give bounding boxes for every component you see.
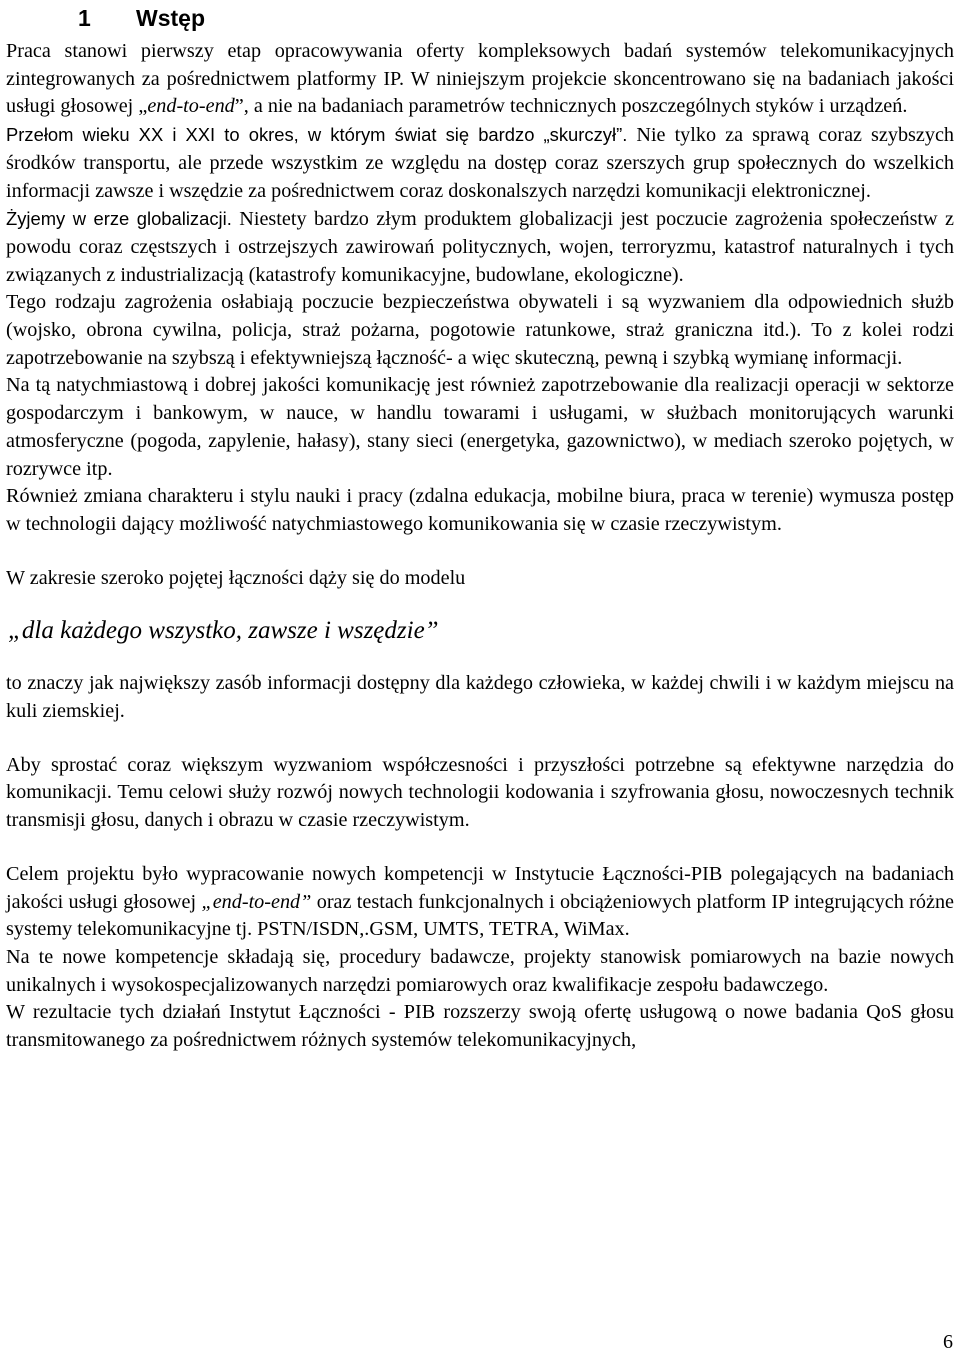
paragraph-globalization	[6, 205, 954, 289]
paragraph-project-goal-text-a: Celem projektu było wypracowanie nowych kompetencji w Instytucie Łączności-PIB polegających na badaniach jakości usługi głosowej	[6, 862, 954, 913]
document-page	[6, 0, 954, 1055]
paragraph-project-goal-text-b: oraz testach funkcjonalnych i obciążeniowych platform IP integrujących różne systemy telekomunikacyjne tj. PSTN/ISDN,.GSM, UMTS, TETRA, WiMax.	[6, 890, 954, 941]
paragraph-project-goal	[6, 861, 954, 944]
paragraph-intro-emphasis: end-to-end	[147, 95, 235, 118]
section-number: 1	[78, 5, 91, 31]
paragraph-communication-demand: Na tą natychmiastową i dobrej jakości komunikację jest również zapotrzebowanie dla realizacji operacji w sektorze gospodarczym i bankowym, w nauce, w handlu towarami i usługami, w służbach monitorujących warunki atmosferyczne (pogoda, zapylenie, hałasy), stany sieci (energetyka, gazownictwo), w mediach szeroko pojętych, w rozrywce itp.	[6, 374, 954, 480]
paragraph-shrinking-world	[6, 121, 954, 205]
paragraph-competencies: Na te nowe kompetencje składają się, procedury badawcze, projekty stanowisk pomiarowych na bazie nowych unikalnych i wysokospecjalizowanych narzędzi pomiarowych oraz kwalifikacje zespołu badawczego.	[6, 945, 954, 996]
paragraph-intro	[6, 38, 954, 121]
paragraph-shrinking-world-lead: Przełom wieku XX i XXI to okres, w którym świat się bardzo „skurczył”.	[6, 124, 628, 146]
paragraph-results: W rezultacie tych działań Instytut Łączności - PIB rozszerzy swoją ofertę usługową o nowe badania QoS głosu transmitowanego za pośrednictwem różnych systemów telekomunikacyjnych,	[6, 1001, 954, 1052]
paragraph-work-change: Również zmiana charakteru i stylu nauki i pracy (zdalna edukacja, mobilne biura, praca w terenie) wymusza postęp w technologii dający możliwość natychmiastowego komunikowania się w czasie rzeczywistym.	[6, 485, 954, 535]
section-title: Wstęp	[136, 5, 205, 31]
paragraph-shrinking-world-rest: Nie tylko za sprawą coraz szybszych środków transportu, ale przede wszystkim ze względu na dostęp coraz szerszych grup społecznych do wszelkich informacji zawsze i wszędzie za pośrednictwem coraz doskonalszych narzędzi komunikacji elektronicznej.	[6, 124, 955, 202]
paragraph-model-intro: W zakresie szeroko pojętej łączności dąży się do modelu	[6, 566, 466, 589]
paragraph-project-goal-emphasis: „end-to-end”	[201, 890, 312, 913]
page-number: 6	[943, 1331, 953, 1353]
paragraph-globalization-lead: Żyjemy w erze globalizacji.	[6, 208, 232, 230]
paragraph-threats: Tego rodzaju zagrożenia osłabiają poczucie bezpieczeństwa obywateli i są wyzwaniem dla odpowiednich służb (wojsko, obrona cywilna, policja, straż pożarna, pogotowie ratunkowe, straż graniczna itd.). To z kolei rodzi zapotrzebowanie na szybszą i efektywniejszą łączność- a więc skuteczną, pewną i szybką wymianę informacji.	[6, 291, 954, 369]
paragraph-intro-text-b: ”, a nie na badaniach parametrów technicznych poszczególnych styków i urządzeń.	[234, 95, 908, 118]
paragraph-new-technologies: Aby sprostać coraz większym wyzwaniom współczesności i przyszłości potrzebne są efektywne narzędzia do komunikacji. Temu celowi służy rozwój nowych technologii kodowania i szyfrowania głosu, nowoczesnych technik transmisji głosu, danych i obrazu w czasie rzeczywistym.	[6, 753, 954, 832]
paragraph-globalization-rest: Niestety bardzo złym produktem globalizacji jest poczucie zagrożenia społeczeństw z powodu coraz częstszych i ostrzejszych zawirowań politycznych, wojen, terroryzmu, katastrof naturalnych i tych związanych z industrializacją (katastrofy komunikacyjne, budowlane, ekologiczne).	[6, 208, 955, 286]
motto-quote: „dla każdego wszystko, zawsze i wszędzie”	[8, 617, 439, 645]
paragraph-model-explained: to znaczy jak największy zasób informacji dostępny dla każdego człowieka, w każdej chwili i w każdym miejscu na kuli ziemskiej.	[6, 672, 954, 723]
section-heading	[6, 0, 954, 36]
paragraph-intro-text-a: Praca stanowi pierwszy etap opracowywania oferty kompleksowych badań systemów telekomunikacyjnych zintegrowanych za pośrednictwem platformy IP. W niniejszym projekcie skoncentrowano się na badaniach jakości usługi głosowej „	[6, 40, 954, 118]
